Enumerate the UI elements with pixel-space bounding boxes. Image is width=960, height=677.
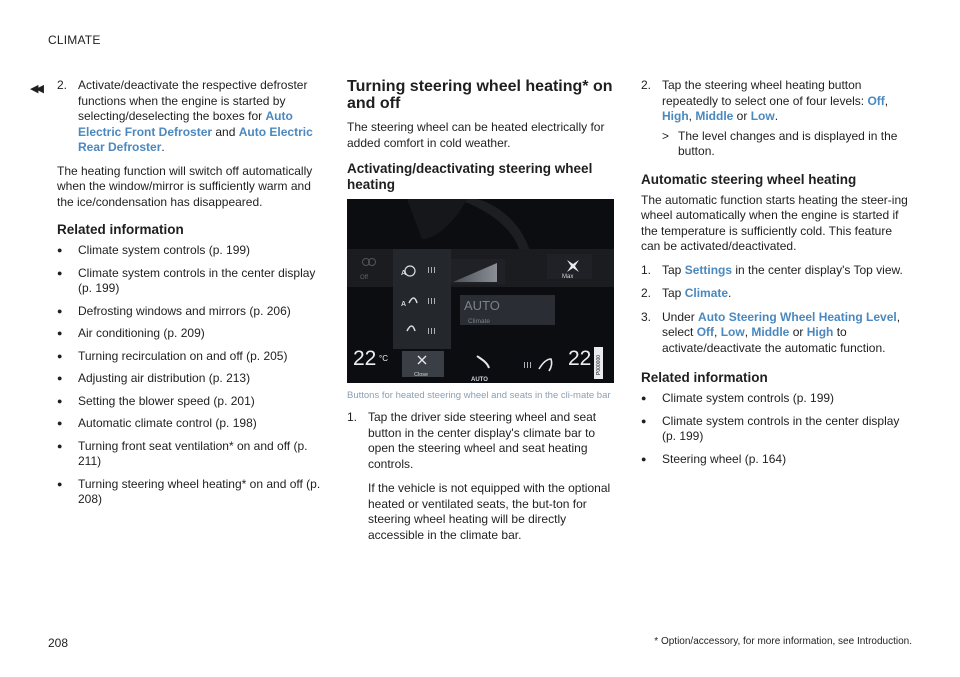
related-info-item[interactable] [57,326,322,342]
step-text [662,263,909,279]
bullet-icon: ● [57,373,63,383]
result-text: The level changes and is displayed in the button. [678,128,898,158]
s1-post: in the center display's Top view. [732,262,903,277]
step-number: 2. [641,78,652,92]
bullet-icon: ● [641,393,647,403]
auto-heading: Automatic steering wheel heating [641,171,857,187]
level-off: Off [867,93,885,108]
s3-or: or [789,325,807,339]
auto-a-label: A [401,270,407,277]
step-2-defroster [57,78,322,156]
related-info-item[interactable] [57,266,322,297]
intro-paragraph: The steering wheel can be heated electrically for added comfort in cold weather. [347,120,605,150]
related-info-link[interactable]: Turning steering wheel heating* on and off (p. 208) [78,476,321,506]
bullet-icon: ● [641,453,647,464]
related-info-item[interactable] [57,477,322,508]
page-number: 208 [48,636,69,650]
auto-a-label-2: A [401,301,407,308]
related-info-link[interactable]: Automatic climate control (p. 198) [78,416,257,430]
left-temperature[interactable]: 22 [353,347,377,370]
footer-note: * Option/accessory, for more information, see Introduction. [654,636,912,647]
auto-step-2 [641,286,909,302]
related-info-link[interactable]: Setting the blower speed (p. 201) [78,393,255,408]
step-text [368,410,615,543]
related-info-item[interactable] [641,452,909,468]
related-info-link[interactable]: Adjusting air distribution (p. 213) [78,371,251,385]
related-info-item[interactable] [641,391,909,407]
related-info-link[interactable]: Turning recirculation on and off (p. 205) [78,348,288,363]
related-info-link[interactable]: Climate system controls (p. 199) [662,391,835,405]
step-1-text: Tap the driver side steering wheel and seat button in the center display's climate bar to open the steering wheel and seat heating controls. [368,410,597,471]
bullet-icon: ● [57,245,63,255]
step-1 [347,410,615,543]
auto-paragraph: The automatic function starts heating the steer-ing wheel automatically when the engine is started if the temperature is sufficiently cold. This feature can be activated/deactivated. [641,192,908,253]
step-text-and: and [212,124,239,139]
result-glyph: > [662,128,670,143]
column-middle [347,78,615,551]
seat-icon [539,359,552,371]
s3-post: to activate/deactivate the automatic function. [662,325,886,355]
related-info-item[interactable] [641,414,909,445]
auto-step-1 [641,263,909,279]
step-text: Under Auto Steering Wheel Heating Level, select Off, Low, Middle or High to activate/deactivate the automatic function. [662,309,901,355]
s3-pre: Under [662,309,699,324]
section-title: CLIMATE [48,33,101,47]
related-info-link[interactable]: Climate system controls (p. 199) [78,243,251,257]
related-info-item[interactable] [57,439,322,470]
subheading: Activating/deactivating steering wheel heating [347,161,593,192]
climate-menu-label: Climate [684,286,729,300]
bullet-icon: ● [57,305,63,316]
opt-low: Low [720,325,745,339]
step-number: 1. [641,262,652,277]
s1-pre: Tap [662,262,685,277]
related-info-link[interactable]: Turning front seat ventilation* on and off (p. 211) [78,438,308,468]
related-info-link[interactable]: Climate system controls in the center display (p. 199) [78,265,316,295]
step-2-levels [641,78,909,125]
auto-rear-defroster-label: Auto Electric Rear Defroster [78,124,313,154]
step-result [662,129,909,160]
bullet-icon: ● [57,478,63,489]
defroster-paragraph: The heating function will switch off automatically when the window/mirror is sufficiently warm and the ice/condensation has disappeared. [57,163,313,209]
level-low: Low [750,109,775,123]
settings-label: Settings [684,262,733,277]
column-left [57,78,322,515]
airflow-icon [477,356,489,368]
bullet-icon: ● [57,267,63,278]
opt-middle: Middle [751,325,790,339]
bullet-icon: ● [57,350,63,361]
related-info-link[interactable]: Steering wheel (p. 164) [662,451,787,466]
related-info-link[interactable]: Air conditioning (p. 209) [78,326,205,340]
step-number: 1. [347,410,358,424]
related-info-list [57,243,322,508]
related-info-item[interactable] [57,304,322,320]
opt-off: Off [696,325,715,339]
auto-heating-level-label: Auto Steering Wheel Heating Level [698,309,897,324]
step-text: Tap the steering wheel heating button repeatedly to select one of four levels: Off, High, Middle or Low. [662,78,889,123]
bullet-icon: ● [641,415,647,426]
auto-small-label[interactable]: AUTO [471,377,488,383]
step-1-note: If the vehicle is not equipped with the optional heated or ventilated seats, the but-ton for steering wheel heating will be directly accessible in the climate bar. [368,481,611,542]
right-temperature[interactable]: 22 [568,347,592,370]
step-text-end: . [161,140,165,154]
s2-pre: Tap [662,286,685,300]
s2-post: . [728,286,732,300]
related-info-item[interactable] [57,349,322,365]
bullet-icon: ● [57,328,63,338]
step-2-text: Tap the steering wheel heating button repeatedly to select one of four levels: [662,78,868,108]
image-caption: Buttons for heated steering wheel and seats in the cli-mate bar [347,390,611,401]
auto-front-defroster-label: Auto Electric Front Defroster [78,109,293,139]
auto-climate-label: AUTO [464,298,500,313]
back-arrows-icon[interactable]: ◀◀ [30,83,41,95]
level-middle: Middle [695,109,734,123]
related-info-item[interactable] [57,243,322,259]
auto-step-3 [641,310,909,357]
column-right [641,78,909,474]
related-info-item[interactable] [57,371,322,387]
step-text [78,78,322,156]
bullet-icon: ● [57,440,63,451]
left-temp-unit: °C [379,354,388,363]
related-info-heading: Related information [641,370,768,385]
opt-high: High [806,325,834,339]
related-info-item[interactable] [57,416,322,432]
step-text-part: Activate/deactivate the respective defroster functions when the engine is started by selecting/deselecting the boxes for [78,78,308,123]
related-info-heading: Related information [57,222,184,237]
bullet-icon: ● [57,395,63,406]
step-number: 3. [641,309,652,324]
related-info-item[interactable] [57,394,322,410]
step-text [662,286,909,302]
related-info-link[interactable]: Climate system controls in the center display (p. 199) [662,413,900,443]
close-label[interactable]: Close [414,372,429,378]
related-info-list [641,391,909,467]
section-heading: Turning steering wheel heating* on and off [347,78,613,112]
climate-label: Climate [468,318,491,325]
step-number: 2. [57,78,68,92]
max-label: Max [562,274,574,280]
off-label: Off [360,275,368,281]
bullet-icon: ● [57,418,63,428]
level-high: High [662,109,689,123]
related-info-link[interactable]: Defrosting windows and mirrors (p. 206) [78,303,291,318]
step-number: 2. [641,286,652,300]
s3-mid: , select [662,309,901,339]
climate-bar-screenshot [347,199,614,383]
side-code: P000000 [596,354,602,375]
